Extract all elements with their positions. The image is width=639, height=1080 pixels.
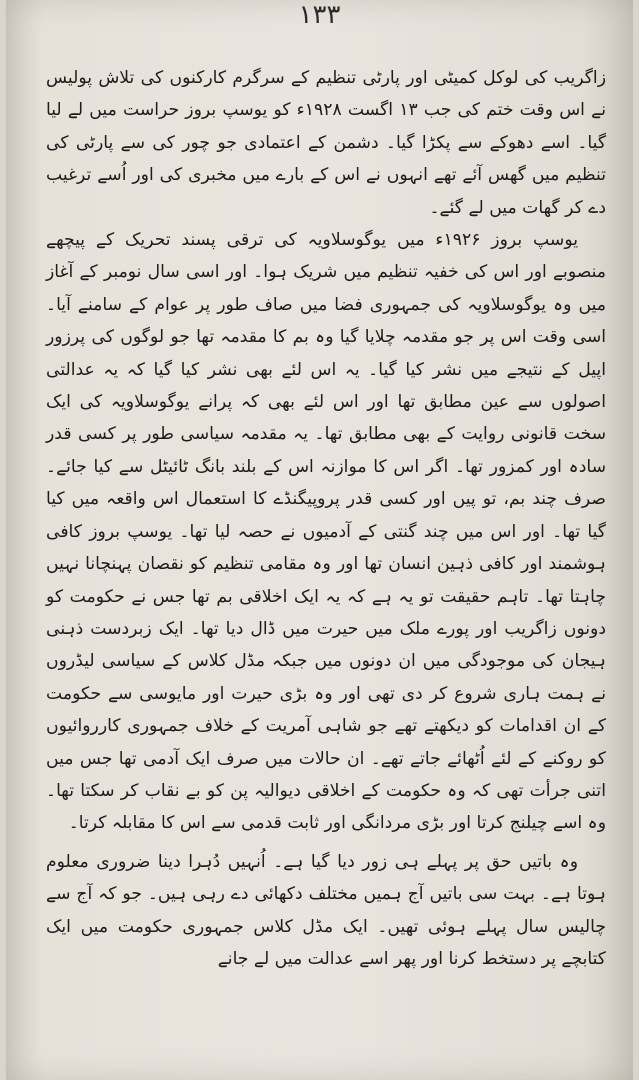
book-page	[6, 0, 633, 1080]
paragraph-3: وہ باتیں حق پر پہلے ہی زور دیا گیا ہے۔ اُنہیں دُہرا دینا ضروری معلوم ہوتا ہے۔ بہت سی باتیں آج ہمیں مختلف دکھائی دے رہی ہیں۔ جو کہ آج سے چالیس سال پہلے ہوئی تھیں۔ ایک مڈل کلاس جمہوری حکومت میں ایک کتابچے پر دستخط کرنا اور پھر اسے عدالت میں لے جانے	[46, 851, 606, 969]
page-number: ۱۳۳	[298, 0, 341, 30]
paragraph-1: زاگریب کی لوکل کمیٹی اور پارٹی تنظیم کے سرگرم کارکنوں کی تلاش پولیس نے اس وقت ختم کی جب ۱۳ اگست ۱۹۲۸ء کو یوسپ بروز حراست میں لے لیا گیا۔ اسے دھوکے سے پکڑا گیا۔ دشمن کے اعتمادی جو چور کی سے پارٹی کی تنظیم میں گھس آئے تھے انہوں نے اس کے بارے میں مخبری کی اور اُسے ترغیب دے کر گھات میں لے گئے۔	[46, 68, 606, 218]
body-text	[46, 62, 606, 975]
paragraph-2: یوسپ بروز ۱۹۲۶ء میں یوگوسلاویہ کی ترقی پسند تحریک کے پیچھے منصوبے اور اس کی خفیہ تنظیم میں شریک ہوا۔ اور اسی سال نومبر کے آغاز میں وہ یوگوسلاویہ کی جمہوری فضا میں صاف طور پر عوام کے سامنے آیا۔ اسی وقت اس پر جو مقدمہ چلایا گیا وہ بم کا مقدمہ تھا جو لوگوں کی پرزور اپیل کے نتیجے میں نشر کیا گیا۔ یہ اس لئے بھی نشر کیا گیا کہ یہ عدالتی اصولوں سے عین مطابق تھا اور اس لئے بھی کہ پرانے یوگوسلاویہ کی ایک سخت قانونی روایت کے بھی مطابق تھا۔ یہ مقدمہ سیاسی طور پر کسی قدر سادہ اور کمزور تھا۔ اگر اس کا موازنہ اس کے بلند بانگ ٹائیٹل سے کیا جائے۔ صرف چند بم، تو پیں اور کسی قدر پروپیگنڈے کا استعمال اس واقعہ میں کیا گیا تھا۔ اور اس میں چند گنتی کے آدمیوں نے حصہ لیا تھا۔ یوسپ بروز کافی ہوشمند اور کافی ذہین انسان تھا اور وہ مقامی تنظیم کو نقصان پہنچانا نہیں چاہتا تھا۔ تاہم حقیقت تو یہ ہے کہ یہ ایک اخلاقی بم تھا جس نے حکومت کو دونوں زاگریب اور پورے ملک میں حیرت میں ڈال دیا تھا۔ ایک زبردست ذہنی ہیجان کی موجودگی میں ان دونوں میں جبکہ مڈل کلاس کے سیاسی لیڈروں نے ہمت ہاری شروع کر دی تھی اور وہ بڑی حیرت اور مایوسی سے حکومت کے ان اقدامات کو دیکھتے تھے جو شاہی آمریت کے خلاف جمہوری کارروائیوں کو روکنے کے لئے اُٹھائے جاتے تھے۔ ان حالات میں صرف ایک آدمی تھا جس میں اتنی جرأت تھی کہ وہ حکومت کے اخلاقی دیوالیہ پن کو بے نقاب کر سکتا تھا۔ وہ اسے چیلنج کرتا اور بڑی مردانگی اور ثابت قدمی سے اس کا مقابلہ کرتا۔	[46, 230, 606, 834]
